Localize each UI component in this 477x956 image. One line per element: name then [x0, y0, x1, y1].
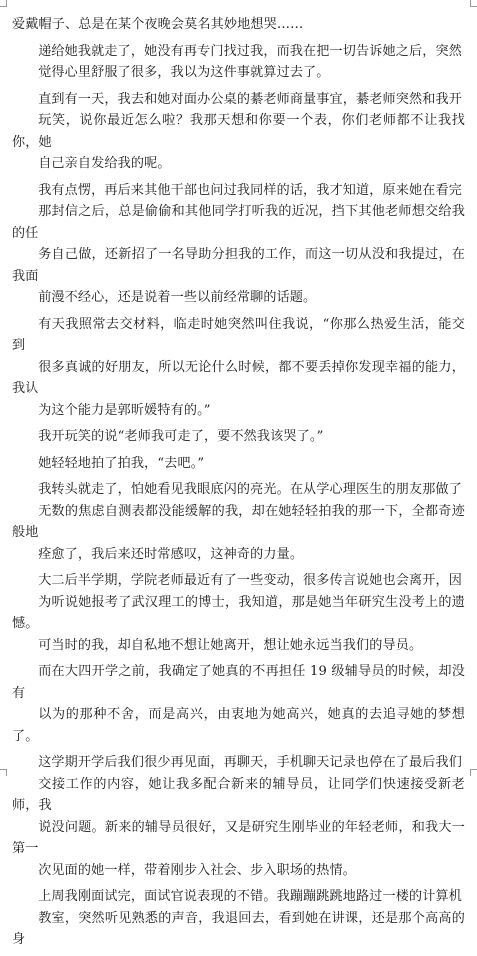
- text-line: 玩笑，说你最近怎么啦？我那天想和你要一个表，你们老师都不让我找你，她: [12, 113, 465, 150]
- crop-mark-bottom-right-v: [470, 769, 471, 776]
- text-line: 这学期开学后我们很少再见面，再聊天，手机聊天记录也停在了最后我们: [38, 755, 462, 770]
- crop-mark-bottom-right-h: [471, 769, 477, 770]
- paragraph: [12, 41, 465, 84]
- text-line: 那封信之后，总是偷偷和其他同学打听我的近况，挡下其他老师想交给我的任: [12, 204, 465, 241]
- text-line: 痊愈了，我后来还时常感叹，这神奇的力量。: [38, 546, 304, 562]
- crop-mark-top-right-v: [470, 0, 471, 7]
- text-line: 说没问题。新来的辅导员很好，又是研究生刚毕业的年轻老师，和我大一第一: [12, 819, 465, 856]
- text-line: 次见面的她一样，带着刚步入社会、步入职场的热情。: [38, 862, 357, 878]
- paragraph: [12, 89, 465, 175]
- text-line: 有天我照常去交材料，临走时她突然叫住我说，“你那么热爱生活，能交到: [12, 316, 465, 353]
- text-line: 自己亲自发给我的呢。: [38, 156, 171, 171]
- paragraph: [12, 180, 465, 309]
- paragraph: [12, 570, 465, 656]
- text-line: 为这个能力是郭昕媛特有的。”: [38, 402, 211, 418]
- text-line: 为听说她报考了武汉理工的博士，我知道，那是她当年研究生没考上的遗憾。: [12, 594, 465, 631]
- paragraph: [12, 314, 465, 422]
- paragraph: [12, 453, 465, 475]
- paragraph: [12, 661, 465, 747]
- text-line: 我有点愣，再后来其他干部也问过我同样的话，我才知道，原来她在看完: [38, 182, 462, 198]
- text-line: 爱戴帽子、总是在某个夜晚会莫名其妙地想哭……: [12, 17, 304, 32]
- text-line: 直到有一天，我去和她对面办公桌的綦老师商量事宜，綦老师突然和我开: [38, 91, 462, 107]
- document-body: [12, 14, 465, 956]
- text-line: 以为的那种不舍，而是高兴，由衷地为她高兴，她真的去追寻她的梦想了。: [12, 707, 465, 744]
- crop-mark-bottom-left-v: [6, 769, 7, 776]
- paragraph: [12, 426, 465, 448]
- text-line: 务自己做，还新招了一名导助分担我的工作，而这一切从没和我提过，在我面: [12, 247, 465, 284]
- text-line: 可当时的我，却自私地不想让她离开，想让她永远当我们的导员。: [38, 637, 423, 653]
- text-line: 教室，突然听见熟悉的声音，我退回去，看到她在讲课，还是那个高高的身: [12, 910, 465, 947]
- text-line: 很多真诚的好朋友，所以无论什么时候，都不要丢掉你发现幸福的能力，我认: [12, 359, 465, 396]
- text-line: 上周我刚面试完，面试官说表现的不错。我蹦蹦跳跳地路过一楼的计算机: [38, 889, 462, 904]
- text-line: 觉得心里舒服了很多，我以为这件事就算过去了。: [38, 65, 330, 80]
- text-line: 前漫不经心，还是说着一些以前经常聊的话题。: [38, 290, 317, 305]
- paragraph: [12, 886, 465, 951]
- text-line: 我开玩笑的说“老师我可走了，要不然我该哭了。”: [38, 429, 324, 444]
- text-line: 我转头就走了，怕她看见我眼底闪的亮光。在从学心理医生的朋友那做了: [38, 482, 462, 497]
- text-line: 交接工作的内容，她让我多配合新来的辅导员，让同学们快速接受新老师，我: [12, 776, 465, 813]
- text-line: 她轻轻地拍了拍我，“去吧。”: [38, 455, 205, 471]
- text-line: 而在大四开学之前，我确定了她真的不再担任 19 级辅导员的时候，却没有: [12, 664, 465, 701]
- crop-mark-top-left-v: [6, 0, 7, 7]
- paragraph: [12, 479, 465, 565]
- text-line: 无数的焦虑自测表都没能缓解的我，却在她轻轻拍我的那一下，全都奇迹般地: [12, 503, 465, 540]
- crop-mark-top-right-h: [471, 6, 477, 7]
- text-line: 大二后半学期，学院老师最近有了一些变动，很多传言说她也会离开，因: [38, 573, 462, 588]
- text-line: 递给她我就走了，她没有再专门找过我，而我在把一切告诉她之后，突然: [38, 43, 462, 59]
- paragraph: [12, 14, 465, 36]
- paragraph: [12, 752, 465, 881]
